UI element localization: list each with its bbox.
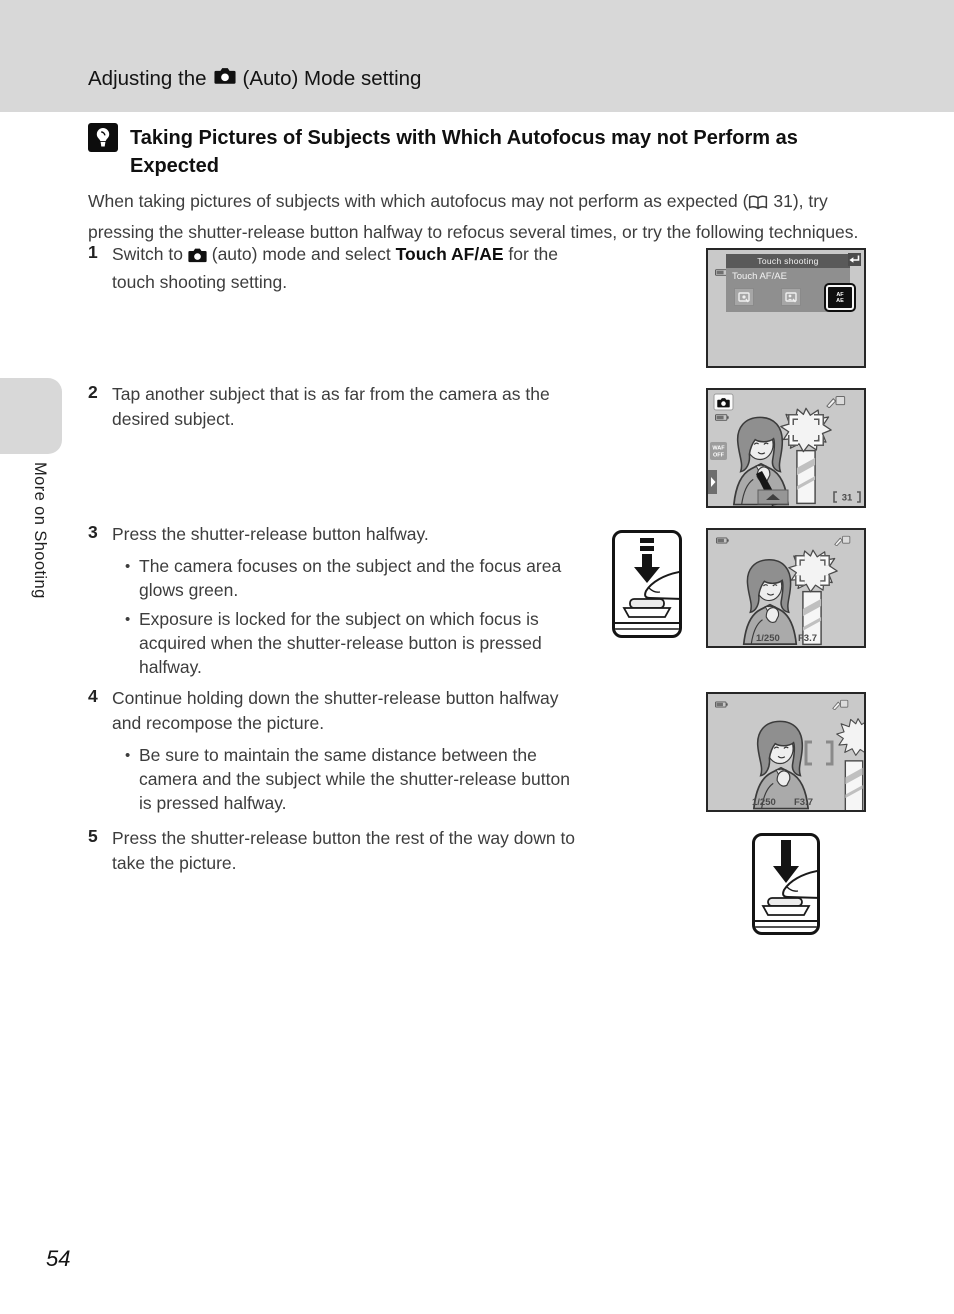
touch-pen-icon: [833, 700, 848, 710]
tips-lightbulb-icon: [88, 123, 118, 152]
battery-icon: [716, 415, 729, 421]
step1-seg1: Switch to: [112, 244, 183, 264]
step-text: Tap another subject that is as far from the camera as the desired subject.: [112, 384, 550, 429]
viewfinder-screen-tap-subject: [706, 388, 866, 508]
touch-pen-icon: [827, 397, 845, 408]
subject-tracking-icon-button: [781, 288, 801, 306]
focus-bracket: [806, 742, 832, 764]
touch-afae-icon-button-selected: [826, 285, 854, 310]
flower-illustration: [837, 719, 864, 756]
af-badge-line2: OFF: [713, 452, 724, 459]
ref-page-number: 31: [773, 191, 793, 211]
shutter-speed-value: 1/250: [756, 633, 780, 644]
sidebar-tab: [0, 378, 62, 454]
af-badge-line1: WAF: [712, 445, 725, 452]
touch-shooting-panel: [726, 254, 850, 312]
bullet-text: The camera focuses on the subject and the focus area glows green.: [139, 556, 562, 600]
exposures-remaining-value: 31: [841, 492, 853, 504]
bullet-item: [125, 743, 582, 815]
menu-option-label: Touch AF/AE: [732, 271, 787, 282]
header-text-before: Adjusting the: [88, 66, 207, 90]
sidebar-label: More on Shooting: [31, 462, 49, 599]
step-number: 2: [88, 382, 98, 402]
camera-icon: [214, 66, 236, 91]
step-number: 3: [88, 522, 98, 542]
bullet-text: Be sure to maintain the same distance between the camera and the subject while the shutter-release button is pressed halfway.: [139, 745, 570, 813]
intro-text-after: ), try pressing the shutter-release button halfway to refocus several times, or try the following techniques.: [88, 191, 859, 242]
header-text-after: (Auto) Mode setting: [242, 66, 422, 90]
bullet-dot: •: [125, 747, 131, 764]
bullet-dot: •: [125, 611, 131, 628]
step-2: [88, 382, 577, 432]
step-1: [88, 242, 582, 295]
bullet-item: [125, 554, 582, 602]
touch-af-ae-label: Touch AF/AE: [395, 244, 504, 264]
shutter-speed-value: 1/250: [752, 797, 776, 808]
step-text: Press the shutter-release button halfway.: [112, 524, 429, 544]
step-text: [112, 242, 582, 295]
step-4: [88, 686, 582, 820]
tree-illustration: [845, 761, 862, 810]
book-reference-icon: [748, 190, 768, 218]
viewfinder-screen-recompose: [706, 692, 866, 812]
step-text: Press the shutter-release button the rest of the way down to take the picture.: [112, 828, 576, 873]
bullet-text: Exposure is locked for the subject on which focus is acquired when the shutter-release button is pressed halfway.: [139, 609, 542, 677]
shutter-half-press-illustration: [612, 530, 682, 638]
viewfinder-screen-focus: [706, 528, 866, 648]
step-number: 1: [88, 242, 98, 262]
touch-shutter-icon-button: [734, 288, 754, 306]
aperture-value: F3.7: [798, 633, 818, 644]
step-number: 5: [88, 826, 98, 846]
screen-touch-shooting-menu: [706, 248, 866, 368]
woman-illustration: [754, 721, 808, 808]
intro-text-before: When taking pictures of subjects with which autofocus may not perform as expected (: [88, 191, 749, 211]
page-header-title: [88, 66, 421, 91]
afae-icon-line1: AF: [836, 291, 844, 298]
battery-icon: [715, 702, 727, 707]
camera-icon: [188, 245, 207, 270]
section-title: Taking Pictures of Subjects with Which Autofocus may not Perform as Expected: [130, 127, 798, 177]
bullet-item: [125, 607, 582, 679]
shutter-full-press-illustration: [752, 833, 820, 935]
intro-paragraph: [88, 187, 880, 246]
battery-icon: [716, 538, 728, 543]
bullet-dot: •: [125, 558, 131, 575]
step-number: 4: [88, 686, 98, 706]
afae-icon-line2: AE: [836, 297, 844, 304]
page-header-band: [0, 0, 954, 112]
return-icon: [848, 253, 861, 266]
step-text: Continue holding down the shutter-release button halfway and recompose the picture.: [112, 688, 559, 733]
aperture-value: F3.7: [794, 797, 814, 808]
step1-seg3: for the touch shooting setting.: [112, 244, 559, 292]
frame-counter: [834, 492, 860, 504]
touch-pen-icon: [835, 536, 850, 546]
step1-seg2: (auto) mode and select: [211, 244, 391, 264]
step-3: [88, 522, 582, 684]
tree-illustration: [797, 451, 815, 504]
page-number: 54: [46, 1246, 71, 1271]
woman-illustration: [744, 560, 797, 644]
menu-title-bar: Touch shooting: [726, 254, 850, 268]
step-5: [88, 826, 597, 876]
